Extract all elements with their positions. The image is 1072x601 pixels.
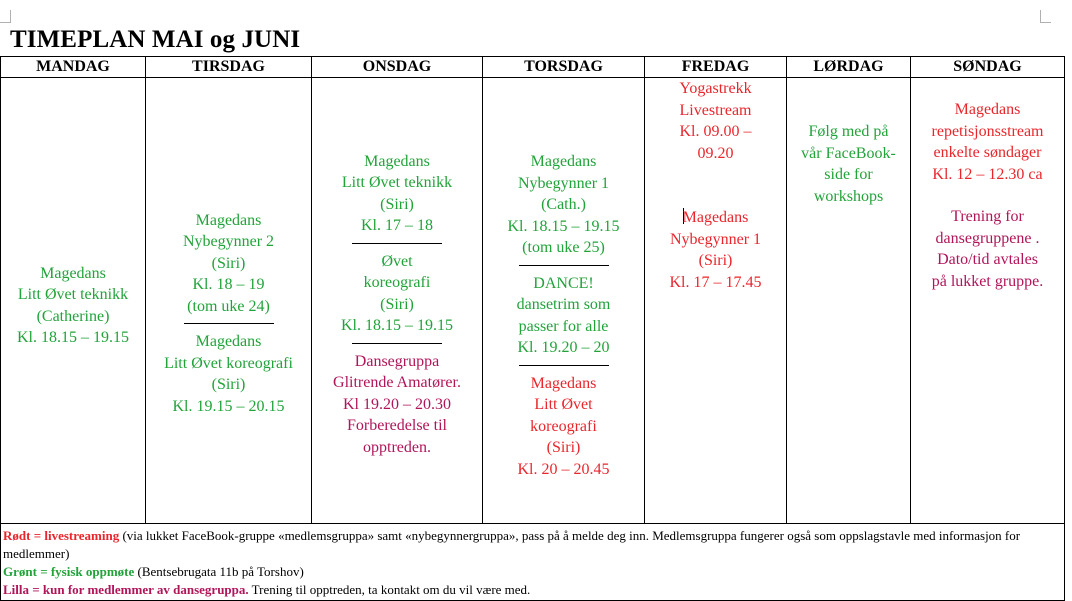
class-line: (Siri) xyxy=(698,252,733,269)
class-block xyxy=(645,78,786,164)
class-block xyxy=(483,151,644,259)
class-line: Magedans xyxy=(364,152,430,170)
class-line: Nybegynner 1 xyxy=(669,230,762,248)
class-divider xyxy=(352,343,442,344)
class-line: Magedans xyxy=(40,264,106,282)
legend-red xyxy=(3,527,1060,563)
class-line: Kl. 18 – 19 xyxy=(192,276,265,294)
class-line: (tom uke 25) xyxy=(522,239,605,256)
class-line: Kl. 18.15 – 19.15 xyxy=(341,317,453,335)
class-line: Kl 19.20 – 20.30 xyxy=(343,395,451,413)
day-header-lordag: LØRDAG xyxy=(787,57,911,78)
legend-green xyxy=(3,563,1060,581)
schedule-table xyxy=(0,56,1065,601)
legend-green-label: Grønt = fysisk oppmøte xyxy=(3,564,135,579)
page-corner-mark-right xyxy=(1040,10,1051,23)
class-line: (Cath.) xyxy=(541,196,586,213)
class-line: Kl. 18.15 – 19.15 xyxy=(507,217,620,235)
day-header-row xyxy=(1,57,1065,78)
class-line: Dansegruppa xyxy=(354,352,440,370)
day-header-tirsdag: TIRSDAG xyxy=(146,57,312,78)
class-line: DANCE! xyxy=(533,274,594,292)
class-block xyxy=(645,207,786,293)
class-block xyxy=(312,151,482,237)
class-line: (Catherine) xyxy=(36,307,110,325)
class-line: Magedans xyxy=(530,153,597,170)
legend-row xyxy=(1,524,1065,601)
class-line: vår FaceBook- xyxy=(801,144,896,162)
class-line: opptreden. xyxy=(363,438,431,456)
class-line: Dato/tid avtales xyxy=(937,251,1038,268)
class-line: repetisjonsstream xyxy=(931,122,1044,140)
class-line: Kl. 20 – 20.45 xyxy=(517,460,610,478)
class-line: Trening for xyxy=(951,208,1024,225)
day-header-sondag: SØNDAG xyxy=(911,57,1065,78)
class-block xyxy=(911,206,1064,292)
day-cell-tirsdag xyxy=(146,78,312,524)
class-line: Livestream xyxy=(679,101,752,119)
day-cell-lordag xyxy=(787,78,911,524)
day-cell-torsdag xyxy=(483,78,645,524)
class-line: Kl. 17 – 17.45 xyxy=(669,273,762,291)
class-line: (Siri) xyxy=(211,254,246,272)
class-line: Øvet xyxy=(381,252,413,270)
class-line: 09.20 xyxy=(697,144,734,162)
class-line: (tom uke 24) xyxy=(187,297,270,315)
class-line: koreografi xyxy=(363,274,431,292)
day-header-fredag: FREDAG xyxy=(645,57,787,78)
class-line: Følg med på xyxy=(808,123,889,140)
page-corner-mark-left xyxy=(0,10,11,23)
day-cell-mandag xyxy=(1,78,146,524)
class-block xyxy=(483,273,644,359)
class-block xyxy=(483,373,644,481)
class-block xyxy=(1,263,145,349)
class-divider xyxy=(352,243,442,244)
class-line: Magedans xyxy=(195,333,262,351)
day-cell-onsdag xyxy=(312,78,483,524)
class-divider xyxy=(519,365,609,366)
class-line: på lukket gruppe. xyxy=(931,272,1044,290)
class-line xyxy=(645,207,786,229)
class-block xyxy=(312,251,482,337)
class-line: koreografi xyxy=(530,417,597,435)
class-line: Nybegynner 2 xyxy=(182,233,275,251)
class-line: Litt Øvet teknikk xyxy=(341,174,453,192)
class-line-text: Magedans xyxy=(682,209,749,226)
class-line: Litt Øvet teknikk xyxy=(17,286,129,303)
legend-red-label: Rødt = livestreaming xyxy=(3,528,120,543)
class-line: Nybegynner 1 xyxy=(517,174,610,192)
class-line: passer for alle xyxy=(518,317,609,335)
class-line: Forberedelse til xyxy=(347,417,447,435)
day-cell-fredag xyxy=(645,78,787,524)
class-divider xyxy=(184,323,274,324)
class-divider xyxy=(519,265,609,266)
schedule-row xyxy=(1,78,1065,524)
legend-purple-label: Lilla = kun for medlemmer av dansegruppa. xyxy=(3,582,249,597)
class-line: dansetrim som xyxy=(516,296,611,313)
legend-purple xyxy=(3,581,1060,599)
legend-purple-text: Trening til opptreden, ta kontakt om du vil være med. xyxy=(248,582,531,597)
class-line: Magedans xyxy=(530,374,597,392)
class-block xyxy=(787,121,910,207)
class-line: (Siri) xyxy=(546,439,581,456)
class-line: Magedans xyxy=(954,101,1021,118)
class-line: Glitrende Amatører. xyxy=(333,374,461,392)
day-header-torsdag: TORSDAG xyxy=(483,57,645,78)
legend-red-text: (via lukket FaceBook-gruppe «medlemsgruppa» samt «nybegynnergruppa», pass på å melde deg inn. Medlemsgruppa fungerer også som oppslagstavle med informasjon for medlemmer) xyxy=(3,528,1021,561)
class-line: Litt Øvet xyxy=(534,396,593,413)
class-line: Magedans xyxy=(195,211,262,229)
class-line: Litt Øvet koreografi xyxy=(164,354,293,372)
page-title: TIMEPLAN MAI og JUNI xyxy=(10,26,301,53)
class-line: Kl. 18.15 – 19.15 xyxy=(17,329,129,346)
class-line: workshops xyxy=(813,187,884,205)
class-line: side for xyxy=(824,166,873,183)
class-block xyxy=(911,99,1064,185)
class-line: (Siri) xyxy=(380,195,414,213)
class-line: Kl. 09.00 – xyxy=(679,123,752,140)
class-line: (Siri) xyxy=(211,376,246,394)
class-block xyxy=(146,331,311,417)
class-line: dansegruppene . xyxy=(935,229,1040,247)
class-line: enkelte søndager xyxy=(933,144,1042,161)
class-line: Kl. 19.15 – 20.15 xyxy=(172,397,285,415)
legend-green-text: (Bentsebrugata 11b på Torshov) xyxy=(134,564,304,579)
class-line: Kl. 12 – 12.30 ca xyxy=(932,165,1043,183)
class-block xyxy=(146,210,311,318)
legend-cell xyxy=(1,524,1065,601)
day-header-mandag: MANDAG xyxy=(1,57,146,78)
day-cell-sondag xyxy=(911,78,1065,524)
day-header-onsdag: ONSDAG xyxy=(312,57,483,78)
class-line: Kl. 19.20 – 20 xyxy=(517,339,610,356)
class-block xyxy=(312,351,482,459)
class-line: Kl. 17 – 18 xyxy=(361,217,433,235)
class-line: (Siri) xyxy=(380,295,414,313)
class-line: Yogastrekk xyxy=(679,80,752,97)
